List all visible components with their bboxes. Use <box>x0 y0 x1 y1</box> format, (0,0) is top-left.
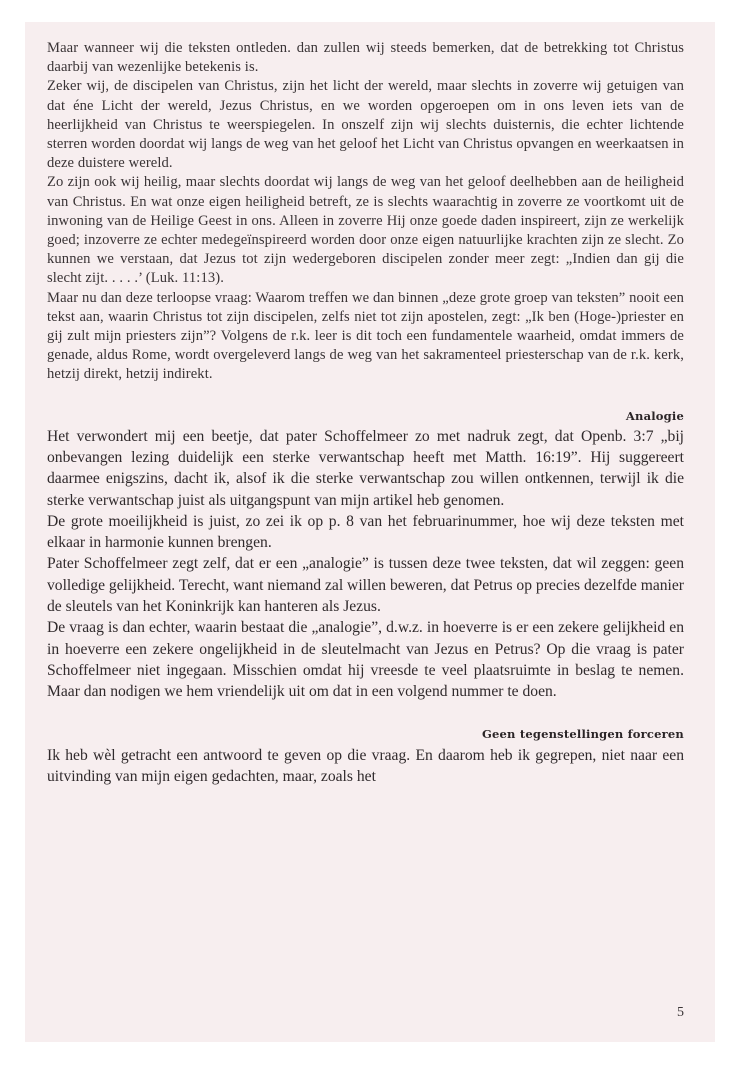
page-text <box>47 39 684 787</box>
paragraph: De vraag is dan echter, waarin bestaat die „analogie”, d.w.z. in hoeverre is er een zekere gelijkheid en in hoeverre een zekere ongelijkheid in de sleutelmacht van Jezus en Petrus? Op die vraag is pater Schoffelmeer niet ingegaan. Misschien omdat hij vreesde te veel plaatsruimte in beslag te nemen. Maar dan nodigen we hem vriendelijk uit om dat in een volgend nummer te doen. <box>47 619 684 701</box>
paragraph: De grote moeilijkheid is juist, zo zei ik op p. 8 van het februarinummer, hoe wij deze teksten met elkaar in harmonie kunnen brengen. <box>47 512 684 552</box>
paragraph: Pater Schoffelmeer zegt zelf, dat er een „analogie” is tussen deze twee teksten, dat wil zeggen: geen volledige gelijkheid. Terecht, want niemand zal willen beweren, dat Petrus op precies dezelfde manier de sleutels van het Koninkrijk kan hanteren als Jezus. <box>47 555 684 616</box>
section-tegenstellingen <box>47 745 684 788</box>
section-heading-analogie: Analogie <box>625 408 684 423</box>
section-heading-tegenstellingen: Geen tegenstellingen forceren <box>482 726 684 741</box>
section-intro <box>47 39 684 385</box>
paragraph: Zeker wij, de discipelen van Christus, zijn het licht der wereld, maar slechts in zoverre wij getuigen van dat éne Licht der wereld, Jezus Christus, en we worden opgeroepen om in ons leven iets van de heerlijkheid van Christus te weerspiegelen. In onszelf zijn wij slechts duisternis, die echter lichtende sterren worden doordat wij langs de weg van het geloof het Licht van Christus opvangen en weerkaatsen in deze duistere wereld. <box>47 78 684 172</box>
paragraph: Maar wanneer wij die teksten ontleden. dan zullen wij steeds bemerken, dat de betrekking tot Christus daarbij van wezenlijke betekenis is. <box>47 40 684 76</box>
paragraph: Ik heb wèl getracht een antwoord te geven op die vraag. En daarom heb ik gegrepen, niet naar een uitvinding van mijn eigen gedachten, maar, zoals het <box>47 746 684 785</box>
paragraph: Zo zijn ook wij heilig, maar slechts doordat wij langs de weg van het geloof deelhebben aan de heiligheid van Christus. En wat onze eigen heiligheid betreft, ze is slechts waarachtig in zoverre ze voortkomt uit de inwoning van de Heilige Geest in ons. Alleen in zoverre Hij onze goede daden inspireert, zijn ze werkelijk goed; inzoverre ze echter medegeïnspireerd worden door onze eigen natuurlijke krachten zijn ze slecht. Zo kunnen we verstaan, dat Jezus tot zijn wedergeboren discipelen zonder meer zegt: „Indien dan gij die slecht zijt. . . . .’ (Luk. 11:13). <box>47 174 684 287</box>
paragraph: Het verwondert mij een beetje, dat pater Schoffelmeer zo met nadruk zegt, dat Openb. 3:7 „bij onbevangen lezing duidelijk een sterke verwantschap heeft met Matth. 16:19”. Hij suggereert daarmee enigszins, dacht ik, alsof ik die sterke verwantschap zou willen ontkennen, terwijl ik die sterke verwantschap juist als uitgangspunt van mijn artikel heb genomen. <box>47 427 684 509</box>
book-page <box>25 22 715 1042</box>
paragraph: Maar nu dan deze terloopse vraag: Waarom treffen we dan binnen „deze grote groep van teksten” nooit een tekst aan, waarin Christus tot zijn discipelen, zelfs niet tot zijn apostelen, zegt: „Ik ben (Hoge-)priester en gij zult mijn priesters zijn”? Volgens de r.k. leer is dit toch een fundamentele waarheid, omdat immers de genade, aldus Rome, wordt overgeleverd langs de weg van het sakramenteel priesterschap van de r.k. kerk, hetzij direkt, hetzij indirekt. <box>47 289 684 383</box>
page-number: 5 <box>677 1005 684 1020</box>
section-analogie <box>47 426 684 703</box>
